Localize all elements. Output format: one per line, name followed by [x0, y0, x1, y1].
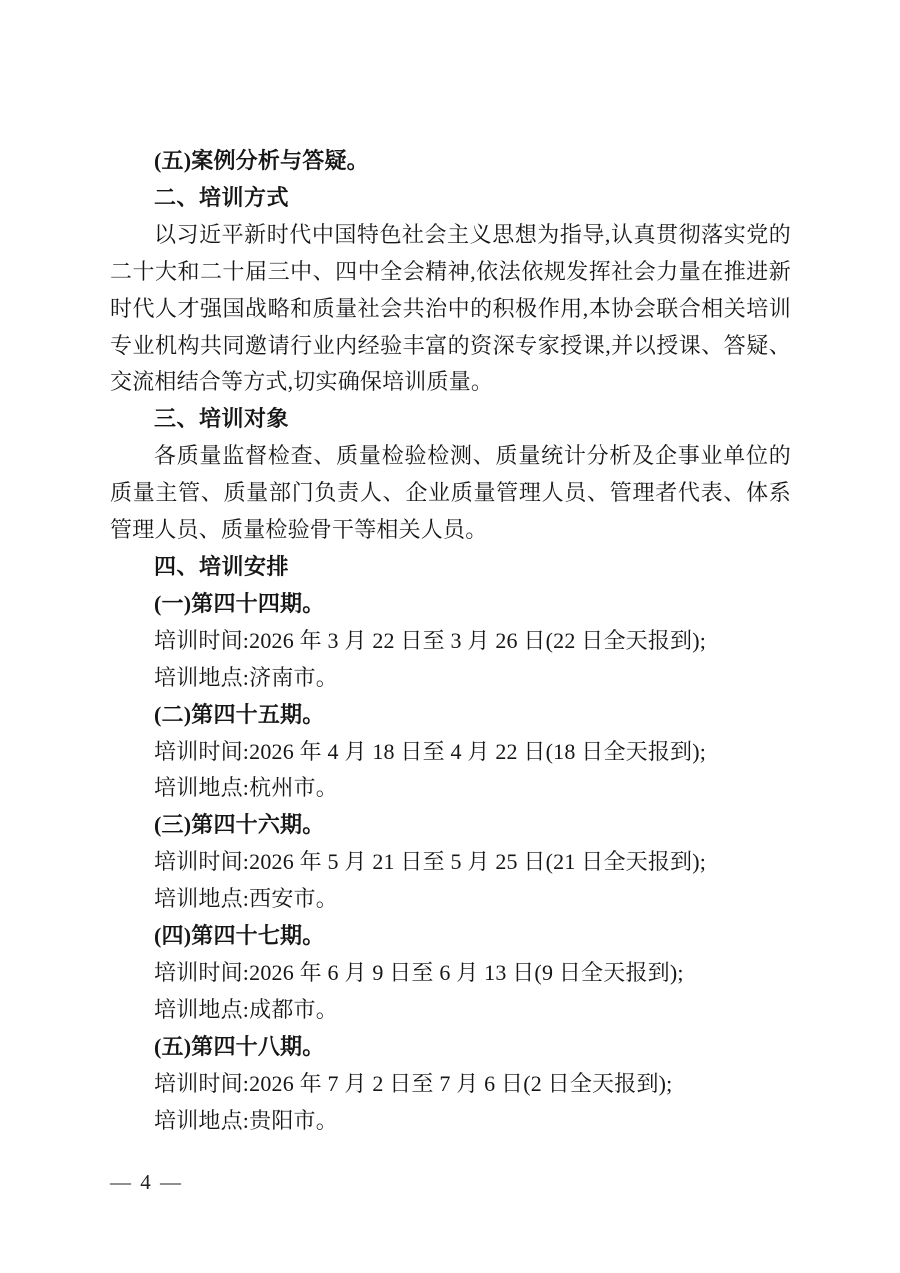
session-title: (五)第四十八期。: [154, 1033, 325, 1059]
session-block: [110, 697, 791, 808]
session-location: 培训地点:成都市。: [154, 996, 338, 1022]
session-time: 培训时间:2026 年 6 月 9 日至 6 月 13 日(9 日全天报到);: [154, 959, 684, 985]
session-title: (四)第四十七期。: [154, 923, 325, 949]
session-time: 培训时间:2026 年 4 月 18 日至 4 月 22 日(18 日全天报到);: [154, 738, 707, 764]
document-body: [110, 143, 791, 1139]
paragraph-training-audience: 各质量监督检查、质量检验检测、质量统计分析及企事业单位的质量主管、质量部门负责人、企业质量管理人员、管理者代表、体系管理人员、质量检验骨干等相关人员。: [110, 443, 791, 543]
session-title: (二)第四十五期。: [154, 701, 325, 727]
session-time: 培训时间:2026 年 7 月 2 日至 7 月 6 日(2 日全天报到);: [154, 1070, 673, 1096]
page-number: — 4 —: [110, 1170, 183, 1194]
section-heading-training-method: 二、培训方式: [154, 184, 290, 210]
session-block: [110, 918, 791, 1029]
session-title: (三)第四十六期。: [154, 812, 325, 838]
session-block: [110, 807, 791, 918]
session-location: 培训地点:西安市。: [154, 886, 338, 912]
session-time: 培训时间:2026 年 3 月 22 日至 3 月 26 日(22 日全天报到);: [154, 627, 707, 653]
session-block: [110, 586, 791, 697]
session-location: 培训地点:济南市。: [154, 664, 338, 690]
session-block: [110, 1029, 791, 1140]
list-item-case-analysis: (五)案例分析与答疑。: [154, 148, 369, 173]
section-heading-training-schedule: 四、培训安排: [154, 553, 290, 579]
session-location: 培训地点:杭州市。: [154, 775, 338, 801]
session-title: (一)第四十四期。: [154, 590, 325, 616]
section-heading-training-audience: 三、培训对象: [154, 406, 290, 432]
session-time: 培训时间:2026 年 5 月 21 日至 5 月 25 日(21 日全天报到);: [154, 849, 707, 875]
session-location: 培训地点:贵阳市。: [154, 1107, 338, 1133]
paragraph-training-method: 以习近平新时代中国特色社会主义思想为指导,认真贯彻落实党的二十大和二十届三中、四中全会精神,依法依规发挥社会力量在推进新时代人才强国战略和质量社会共治中的积极作用,本协会联合相关培训专业机构共同邀请行业内经验丰富的资深专家授课,并以授课、答疑、交流相结合等方式,切实确保培训质量。: [110, 221, 791, 395]
